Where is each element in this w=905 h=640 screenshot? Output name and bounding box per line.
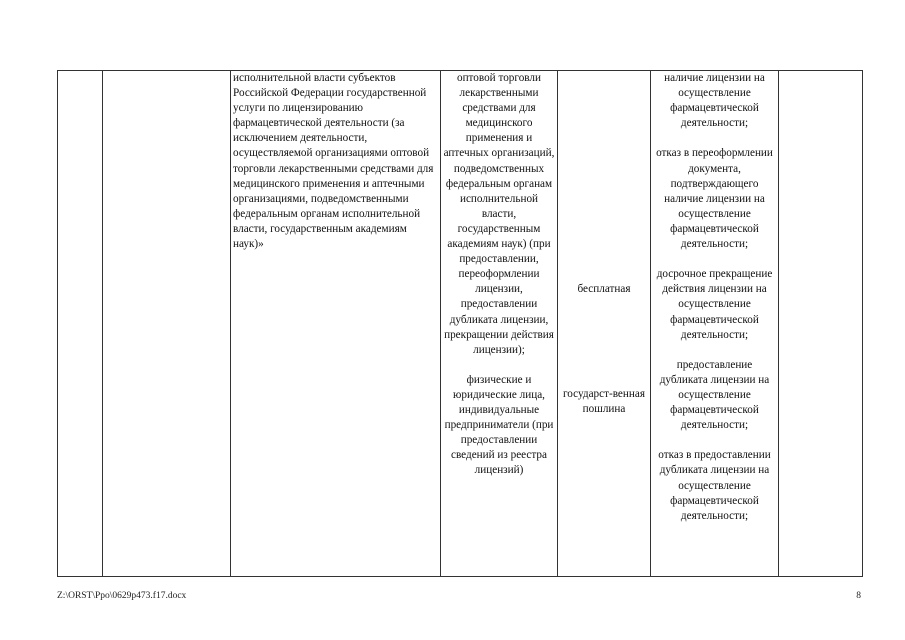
- table-row: [58, 71, 863, 577]
- result-paragraph-2: отказ в переоформлении документа, подтверждающего наличие лицензии на осуществление фармацевтической деятельности;: [656, 147, 773, 251]
- table-cell-service-code: [103, 71, 231, 577]
- services-table: [57, 70, 863, 577]
- applicants-paragraph-1: оптовой торговли лекарственными средствами для медицинского применения и аптечных организаций, подведомственных федеральным органам исполнительной власти, государственным академиям наук) (при предоставлении, переоформлении лицензии, предоставлении дубликата лицензии, прекращении действия лицензии);: [443, 72, 555, 356]
- table-cell-number: [58, 71, 103, 577]
- table-cell-applicants: [441, 71, 558, 577]
- footer-file-path: Z:\ORST\Ppo\0629p473.f17.docx: [57, 591, 187, 601]
- table-cell-service-name: [231, 71, 441, 577]
- fee-state-duty-text: государст-венная пошлина: [563, 388, 645, 416]
- footer-page-number: 8: [856, 591, 861, 601]
- table-cell-notes: [779, 71, 863, 577]
- result-paragraph-5: отказ в предоставлении дубликата лицензии на осуществление фармацевтической деятельности;: [658, 449, 771, 522]
- result-paragraph-4: предоставление дубликата лицензии на осуществление фармацевтической деятельности;: [659, 358, 770, 432]
- result-paragraph-1: наличие лицензии на осуществление фармацевтической деятельности;: [664, 72, 765, 130]
- table-cell-results: [651, 71, 779, 577]
- table-cell-fee: [558, 71, 651, 577]
- applicants-paragraph-2: физические и юридические лица, индивидуальные предприниматели (при предоставлении сведений из реестра лицензий): [444, 373, 554, 477]
- result-paragraph-3: досрочное прекращение действия лицензии на осуществление фармацевтической деятельности;: [656, 268, 773, 341]
- fee-free-text: бесплатная: [577, 283, 631, 295]
- service-name-text: исполнительной власти субъектов Российской Федерации государственной услуги по лицензированию фармацевтической деятельности (за исключением деятельности, осуществляемой организациями оптовой торговли лекарственными средствами для медицинского применения и аптечными организациями, подведомственными федеральным органам исполнительной власти, государственным академиям наук)»: [233, 72, 434, 251]
